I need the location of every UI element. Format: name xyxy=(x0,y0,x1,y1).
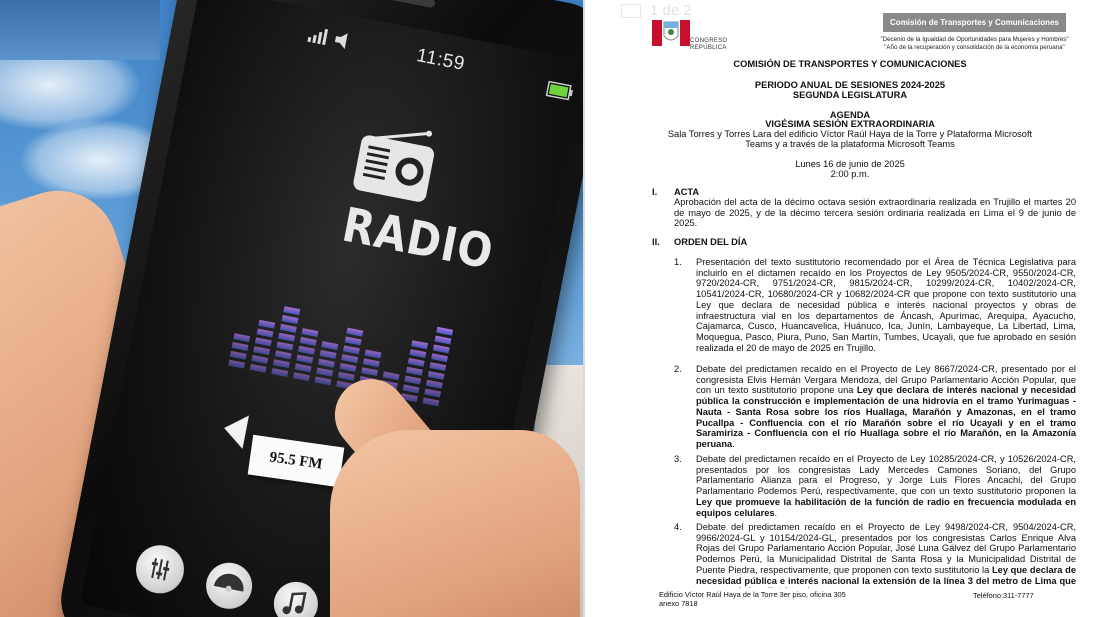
venue-line1: Sala Torres y Torres Lara del edificio Víctor Raúl Haya de la Torre y Plataforma Microsoft xyxy=(667,129,1033,139)
music-button[interactable] xyxy=(270,578,322,617)
equalizer-settings-button[interactable] xyxy=(132,541,188,597)
agenda-item-4 xyxy=(696,522,1076,588)
equalizer-segment xyxy=(411,340,428,349)
equalizer-segment xyxy=(275,350,292,359)
equalizer-segment xyxy=(316,368,333,377)
equalizer-segment xyxy=(428,371,445,380)
agenda-item-3 xyxy=(696,454,1076,518)
battery-icon xyxy=(545,80,574,101)
equalizer-segment xyxy=(341,354,358,363)
frequency-label: 95.5 FM xyxy=(248,435,345,487)
equalizer-segment xyxy=(338,372,355,381)
session-date: Lunes 16 de junio de 2025 xyxy=(795,159,905,169)
equalizer-segment xyxy=(429,362,446,371)
congreso-wordmark xyxy=(690,38,727,52)
equalizer-segment xyxy=(228,360,245,369)
equalizer-segment xyxy=(345,336,362,345)
agenda-item-number: 2. xyxy=(674,364,682,374)
right-hand xyxy=(330,430,580,617)
equalizer-segment xyxy=(257,329,274,338)
equalizer-segment xyxy=(273,359,290,368)
equalizer-segment xyxy=(383,371,400,380)
equalizer-segment xyxy=(293,372,310,381)
equalizer-segment xyxy=(315,376,332,385)
earpiece-speaker xyxy=(358,0,436,8)
equalizer-segment xyxy=(346,328,363,337)
commission-banner: Comisión de Transportes y Comunicaciones xyxy=(883,13,1066,32)
agenda-item-number: 4. xyxy=(674,522,682,532)
equalizer-segment xyxy=(282,315,299,324)
radio-icon xyxy=(350,118,441,206)
disc-icon xyxy=(202,559,256,613)
agenda-item-number: 3. xyxy=(674,454,682,464)
legislature-title: SEGUNDA LEGISLATURA xyxy=(792,90,908,100)
equalizer-segment xyxy=(283,306,300,315)
equalizer-segment xyxy=(361,367,378,376)
disc-button[interactable] xyxy=(202,559,256,613)
equalizer-segment xyxy=(431,353,448,362)
previous-arrow-icon[interactable] xyxy=(221,411,251,449)
equalizer-segment xyxy=(276,342,293,351)
equalizer-segment xyxy=(409,349,426,358)
equalizer-segment xyxy=(251,355,268,364)
equalizer-segment xyxy=(301,328,318,337)
page-indicator-icon xyxy=(621,4,641,18)
equalizer-segment xyxy=(433,344,450,353)
footer-annex: anexo 7818 xyxy=(659,598,698,608)
agenda-item-3-tail: . xyxy=(774,507,778,518)
equalizer-segment xyxy=(422,397,439,406)
equalizer-segment xyxy=(403,384,420,393)
equalizer-segment xyxy=(250,364,267,373)
equalizer-segment xyxy=(300,337,317,346)
agenda-title: AGENDA xyxy=(829,110,871,120)
commission-title: COMISIÓN DE TRANSPORTES Y COMUNICACIONES xyxy=(733,59,967,69)
equalizer-segment xyxy=(230,351,247,360)
music-note-icon xyxy=(270,578,322,617)
equalizer-segment xyxy=(404,376,421,385)
equalizer-segment xyxy=(232,342,249,351)
equalizer-segment xyxy=(426,380,443,389)
period-title: PERIODO ANUAL DE SESIONES 2024-2025 xyxy=(754,80,946,90)
equalizer-segment xyxy=(406,367,423,376)
radio-label: RADIO xyxy=(337,196,499,281)
equalizer-segment xyxy=(271,368,288,377)
session-title: VIGÉSIMA SESIÓN EXTRAORDINARIA xyxy=(765,119,935,129)
equalizer-segment xyxy=(255,337,272,346)
equalizer-segment xyxy=(233,333,250,342)
decenio-line2: "Año de la recuperación y consolidación de la economía peruana" xyxy=(884,43,1065,51)
equalizer-segment xyxy=(436,327,453,336)
equalizer-segment xyxy=(343,345,360,354)
equalizer-segment xyxy=(435,336,452,345)
equalizer-segment xyxy=(258,320,275,329)
agenda-item-2-tail: . xyxy=(732,438,735,449)
equalizer-segment xyxy=(253,346,270,355)
volume-icon xyxy=(334,31,355,50)
equalizer-segment xyxy=(278,333,295,342)
page-indicator: 1 de 2 xyxy=(650,2,692,19)
equalizer-segment xyxy=(408,358,425,367)
congreso-line2: REPÚBLICA xyxy=(690,45,727,51)
agenda-item-2 xyxy=(696,364,1076,450)
footer-phone: Teléfono:311-7777 xyxy=(973,591,1034,600)
equalizer-segment xyxy=(424,389,441,398)
venue-line2: Teams y a través de la plataforma Microsoft Teams xyxy=(745,139,955,149)
section-number: I. xyxy=(652,187,658,197)
equalizer-segment xyxy=(363,358,380,367)
section-acta-body: Aprobación del acta de la décimo octava sesión extraordinaria realizada en Trujillo el martes 20 de mayo de 2025, y de la décimo tercera sesión ordinaria realizada en Lima el 9 de junio de 2025. xyxy=(674,197,1076,229)
agenda-item-number: 1. xyxy=(674,257,682,267)
agenda-item-4-text: Debate del predictamen recaído en el Proyecto de Ley 9498/2024-CR, 9504/2024-CR, 9966/2024-GL y 10154/2024-GL, presentados por los congresistas Carlos Enrique Alva Rojas del Grupo Parlamentario Acción Popular, José Luna Gálvez del Grupo Parlamentario Podemos Perú, la Municipalidad Distrital de Santa Rosa y la Municipalidad Distrital de Puente Piedra, respectivamente, que proponen con texto sustitutorio la xyxy=(696,522,1076,575)
decenio-motto xyxy=(878,36,1071,51)
agenda-item-4-law: Ley que declara de necesidad pública e interés nacional la extensión de la línea 3 del metro de Lima que xyxy=(696,564,1076,586)
agenda-item-1: Presentación del texto sustitutorio recomendado por el Área de Técnica Legislativa para incluirlo en el dictamen recaído en los Proyectos de Ley 9505/2024-CR, 9550/2024-CR, 9720/2024-CR, 9751/2024-CR, 9815/2024-CR, 10299/2024-CR, 10402/2024-CR, 10541/2024-CR, 10680/2024-CR y 10682/2024-CR que propone con texto sustitutorio una Ley que declara de necesidad pública e interés nacional proyectos y obras de infraestructura vial en los departamentos de Áncash, Apurímac, Arequipa, Ayacucho, Cajamarca, Cusco, Huancavelica, Huánuco, Ica, Junín, Lambayeque, La Libertad, Lima, Moquegua, Pasco, Piura, Puno, San Martín, Tumbes, Ucayali, que fue aprobado en sesión realizada el 20 de mayo de 2025 en Trujillo. xyxy=(696,257,1076,353)
equalizer-segment xyxy=(365,350,382,359)
equalizer-segment xyxy=(296,355,313,364)
building-top xyxy=(0,0,160,60)
footer-address-line: Edificio Víctor Raúl Haya de la Torre 3er piso, oficina 305 xyxy=(659,590,846,599)
section-title-acta: ACTA xyxy=(674,187,700,197)
equalizer-segment xyxy=(320,350,337,359)
agenda-item-2-law: Ley que declara de interés nacional y necesidad pública la construcción e implementación de una hidrovía en el tramo Yurimaguas - Nauta - Santa Rosa sobre los ríos Huallaga, Marañón y Amazonas, en el tramo Pucallpa - Confluencia con el río Marañón sobre el río Ucayali y en el tramo Saramiriza - Confluencia con el río Huallaga sobre el río Marañón, en la Amazonía peruana xyxy=(696,385,1076,449)
equalizer-segment xyxy=(298,346,315,355)
equalizer-segment xyxy=(318,359,335,368)
agenda-item-2-text: Debate del predictamen recaído en el Proyecto de Ley 8667/2024-CR, presentado por el congresista Elvis Hernán Vergara Mendoza, del Grupo Parlamentario Acción Popular, que con un texto sustitutorio propone una xyxy=(696,364,1076,396)
congreso-coat-of-arms-icon xyxy=(652,18,690,50)
equalizer-segment xyxy=(295,363,312,372)
agenda-item-3-text: Debate del predictamen recaído en el Proyecto de Ley 10285/2024-CR, y 10526/2024-CR, presentados por los congresistas Lady Mercedes Camones Soriano, del Grupo Parlamentario Alianza para el Progreso, y Jorge Luis Flores Ancachi, del Grupo Parlamentario Podemos Perú, respectivamente, que con un texto sustitutorio proponen la xyxy=(696,454,1076,497)
congreso-line1: CONGRESO xyxy=(690,38,728,44)
status-clock: 11:59 xyxy=(414,45,467,75)
session-time: 2:00 p.m. xyxy=(830,169,870,179)
signal-icon xyxy=(307,26,332,46)
section-number: II. xyxy=(652,237,660,247)
section-title-orden: ORDEN DEL DÍA xyxy=(674,237,748,247)
decenio-line1: "Decenio de la Igualdad de Oportunidades para Mujeres y Hombres" xyxy=(880,36,1069,43)
footer-address xyxy=(659,591,846,608)
agenda-item-3-law: Ley que promueve la habilitación de la función de radio en frecuencia modulada en equipos celulares xyxy=(696,496,1076,518)
sliders-icon xyxy=(132,541,188,597)
equalizer-segment xyxy=(321,341,338,350)
equalizer-segment xyxy=(340,363,357,372)
equalizer-segment xyxy=(280,324,297,333)
